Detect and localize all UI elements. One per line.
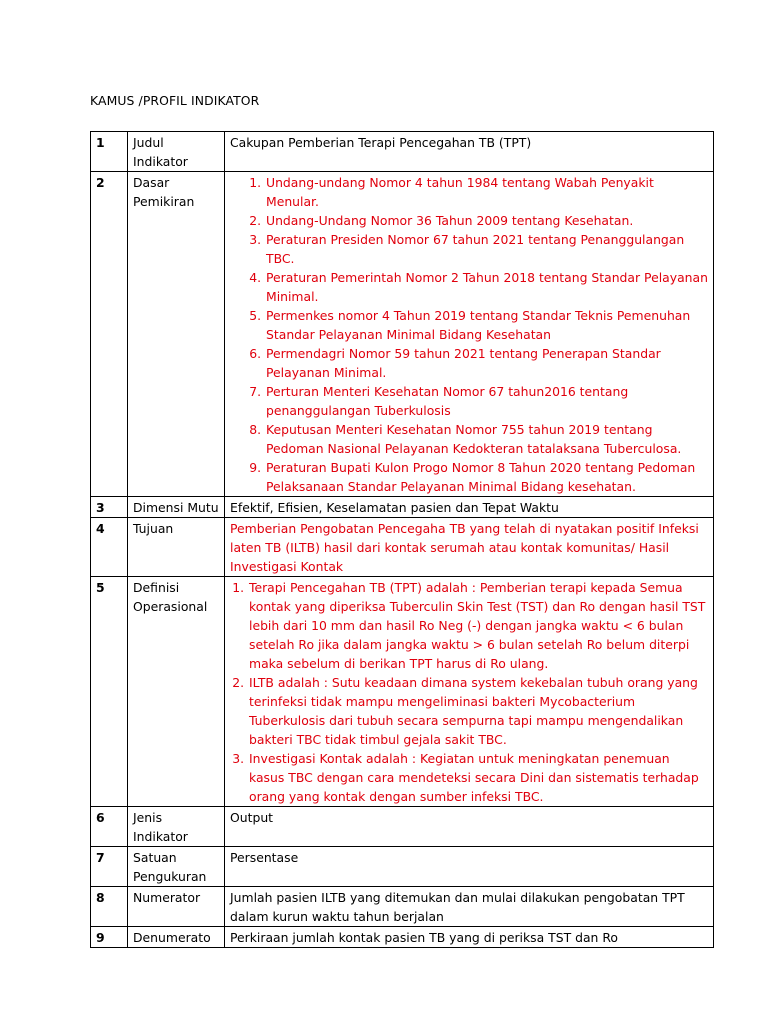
list-item: 9. Peraturan Bupati Kulon Progo Nomor 8 Tahun 2020 tentang Pedoman Pelaksanaan Standar Pelayanan Minimal Bidang kesehatan. [265,458,708,496]
page-title: KAMUS /PROFIL INDIKATOR [90,93,260,108]
table-row-denumerator [91,927,714,948]
row-label: Denumerato [128,927,225,948]
dasar-pemikiran-list [230,173,708,496]
indicator-table [90,131,714,948]
row-label: Satuan Pengukuran [128,847,225,887]
list-item: 1. Undang-undang Nomor 4 tahun 1984 tentang Wabah Penyakit Menular. [265,173,708,211]
list-item: 7. Perturan Menteri Kesehatan Nomor 67 tahun2016 tentang penanggulangan Tuberkulosis [265,382,708,420]
table-row-dimensi-mutu [91,497,714,518]
row-content: Pemberian Pengobatan Pencegaha TB yang telah di nyatakan positif Infeksi laten TB (ILTB) hasil dari kontak serumah atau kontak komunitas/ Hasil Investigasi Kontak [225,518,714,577]
row-label: Judul Indikator [128,132,225,172]
table-row-judul-indikator [91,132,714,172]
list-item: 3. Peraturan Presiden Nomor 67 tahun 2021 tentang Penanggulangan TBC. [265,230,708,268]
list-item: 6. Permendagri Nomor 59 tahun 2021 tentang Penerapan Standar Pelayanan Minimal. [265,344,708,382]
row-label: Numerator [128,887,225,927]
row-number: 8 [91,887,128,927]
table-row-satuan-pengukuran [91,847,714,887]
row-content: Perkiraan jumlah kontak pasien TB yang di periksa TST dan Ro [225,927,714,948]
list-item: 3. Investigasi Kontak adalah : Kegiatan untuk meningkatan penemuan kasus TBC dengan cara mendeteksi secara Dini dan sistematis terhadap orang yang kontak dengan sumber infeksi TBC. [248,749,708,806]
table-row-numerator [91,887,714,927]
row-label: Dasar Pemikiran [128,172,225,497]
row-content: Output [225,807,714,847]
row-content: Jumlah pasien ILTB yang ditemukan dan mulai dilakukan pengobatan TPT dalam kurun waktu tahun berjalan [225,887,714,927]
list-item: 2. Undang-Undang Nomor 36 Tahun 2009 tentang Kesehatan. [265,211,708,230]
definisi-list [230,578,708,806]
list-item: 4. Peraturan Pemerintah Nomor 2 Tahun 2018 tentang Standar Pelayanan Minimal. [265,268,708,306]
row-label: Dimensi Mutu [128,497,225,518]
row-number: 7 [91,847,128,887]
row-label: Jenis Indikator [128,807,225,847]
table-row-jenis-indikator [91,807,714,847]
list-item: 1. Terapi Pencegahan TB (TPT) adalah : Pemberian terapi kepada Semua kontak yang diperiksa Tuberculin Skin Test (TST) dan Ro dengan hasil TST lebih dari 10 mm dan hasil Ro Neg (-) dengan jangka waktu < 6 bulan setelah Ro jika dalam jangka waktu > 6 bulan setelah Ro belum diterpi maka sebelum di berikan TPT harus di Ro ulang. [248,578,708,673]
table-row-definisi-operasional [91,577,714,807]
row-content: Persentase [225,847,714,887]
row-number: 5 [91,577,128,807]
row-content [225,577,714,807]
table-row-dasar-pemikiran [91,172,714,497]
list-item: 2. ILTB adalah : Sutu keadaan dimana system kekebalan tubuh orang yang terinfeksi tidak mampu mengeliminasi bakteri Mycobacterium Tuberkulosis dari tubuh secara sempurna tapi mampu mengendalikan bakteri TBC tidak timbul gejala sakit TBC. [248,673,708,749]
row-content: Efektif, Efisien, Keselamatan pasien dan Tepat Waktu [225,497,714,518]
row-number: 4 [91,518,128,577]
row-number: 1 [91,132,128,172]
row-number: 3 [91,497,128,518]
row-number: 6 [91,807,128,847]
list-item: 5. Permenkes nomor 4 Tahun 2019 tentang Standar Teknis Pemenuhan Standar Pelayanan Minimal Bidang Kesehatan [265,306,708,344]
row-label: Definisi Operasional [128,577,225,807]
row-content [225,172,714,497]
row-number: 9 [91,927,128,948]
table-row-tujuan [91,518,714,577]
row-content: Cakupan Pemberian Terapi Pencegahan TB (TPT) [225,132,714,172]
row-number: 2 [91,172,128,497]
row-label: Tujuan [128,518,225,577]
list-item: 8. Keputusan Menteri Kesehatan Nomor 755 tahun 2019 tentang Pedoman Nasional Pelayanan Kedokteran tatalaksana Tuberculosa. [265,420,708,458]
